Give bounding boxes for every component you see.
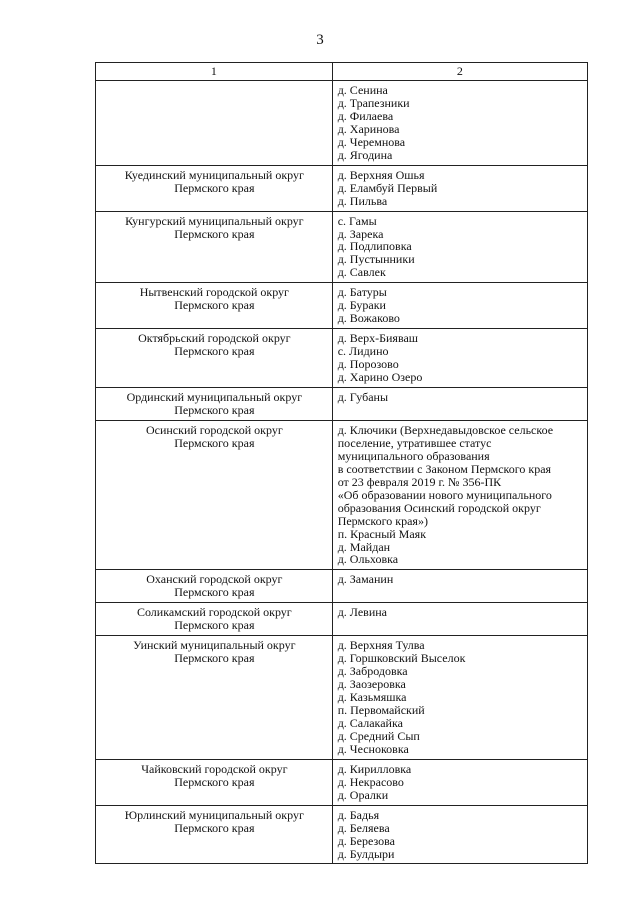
settlement-line: «Об образовании нового муниципального: [337, 487, 552, 502]
settlement-line: д. Заманин: [337, 572, 394, 587]
table-row: [96, 81, 588, 166]
table-header-row: [96, 63, 588, 81]
settlement-line: д. Оралки: [337, 787, 389, 802]
settlement-line: образования Осинский городской округ: [337, 500, 541, 515]
table-row: [96, 388, 588, 421]
district-name-line: Пермского края: [174, 435, 255, 450]
table-body: [96, 81, 588, 864]
settlement-line: д. Верх-Бияваш: [337, 331, 419, 346]
settlement-line: Пермского края»): [337, 513, 428, 528]
district-name-line: Куединский муниципальный округ: [124, 167, 304, 182]
settlements-cell: [332, 805, 587, 864]
settlement-line: д. Верхняя Тулва: [337, 638, 425, 653]
settlement-line: поселение, утратившее статус: [337, 435, 492, 450]
table-row: [96, 165, 588, 211]
table-row: [96, 759, 588, 805]
settlement-line: д. Филаева: [337, 108, 394, 123]
settlement-line: д. Трапезники: [337, 95, 410, 110]
district-name-line: Пермского края: [174, 226, 255, 241]
settlement-line: д. Верхняя Ошья: [337, 167, 425, 182]
settlement-line: д. Бадья: [337, 807, 380, 822]
settlement-line: д. Бураки: [337, 298, 386, 313]
settlement-line: от 23 февраля 2019 г. № 356-ПК: [337, 474, 502, 489]
settlement-line: д. Беляева: [337, 820, 390, 835]
district-cell: [96, 388, 333, 421]
settlement-line: д. Салакайка: [337, 715, 403, 730]
settlement-line: д. Булдыри: [337, 846, 395, 861]
district-cell: [96, 283, 333, 329]
settlement-line: д. Зарека: [337, 226, 384, 241]
settlement-line: д. Некрасово: [337, 774, 404, 789]
settlements-cell: [332, 81, 587, 166]
district-name-line: Кунгурский муниципальный округ: [125, 213, 304, 228]
settlement-line: д. Горшковский Выселок: [337, 651, 466, 666]
settlements-cell: [332, 759, 587, 805]
column-header-2: 2: [332, 63, 587, 81]
district-cell: [96, 805, 333, 864]
settlement-line: д. Ягодина: [337, 147, 393, 162]
district-cell: [96, 759, 333, 805]
district-name-line: Октябрьский городской округ: [138, 331, 291, 346]
settlement-line: с. Гамы: [337, 213, 377, 228]
settlement-line: д. Харинова: [337, 121, 400, 136]
table-row: [96, 603, 588, 636]
district-name-line: Пермского края: [174, 585, 255, 600]
table-row: [96, 211, 588, 283]
district-name-line: Пермского края: [174, 820, 255, 835]
district-name-line: Юрлинский муниципальный округ: [124, 807, 304, 822]
settlement-line: в соответствии с Законом Пермского края: [337, 461, 552, 476]
column-header-1: 1: [96, 63, 333, 81]
district-cell: [96, 570, 333, 603]
settlement-line: д. Подлиповка: [337, 239, 412, 254]
settlement-line: д. Ольховка: [337, 552, 399, 567]
table-row: [96, 329, 588, 388]
settlement-line: д. Сенина: [337, 83, 388, 97]
district-name-line: Пермского края: [174, 298, 255, 313]
settlement-line: д. Чесноковка: [337, 741, 409, 756]
district-name-line: Пермского края: [174, 774, 255, 789]
district-name-line: Нытвенский городской округ: [139, 285, 289, 300]
district-name-line: Оханский городской округ: [146, 572, 283, 587]
settlements-cell: [332, 603, 587, 636]
table-row: [96, 283, 588, 329]
district-cell: [96, 420, 333, 569]
settlements-table: [95, 62, 588, 864]
settlement-line: д. Губаны: [337, 390, 389, 405]
district-cell: [96, 81, 333, 166]
settlement-line: п. Первомайский: [337, 702, 425, 717]
settlement-line: с. Лидино: [337, 344, 389, 359]
district-name-line: Пермского края: [174, 618, 255, 633]
settlement-line: д. Вожаково: [337, 311, 400, 326]
district-name-line: Уинский муниципальный округ: [133, 638, 296, 653]
district-cell: [96, 165, 333, 211]
settlement-line: д. Заозеровка: [337, 677, 406, 692]
settlement-line: п. Красный Маяк: [337, 526, 427, 541]
table-row: [96, 420, 588, 569]
district-name-line: Пермского края: [174, 402, 255, 417]
district-cell: [96, 636, 333, 760]
district-cell: [96, 329, 333, 388]
settlement-line: д. Савлек: [337, 265, 386, 280]
settlement-line: д. Березова: [337, 833, 395, 848]
settlement-line: д. Забродовка: [337, 664, 408, 679]
settlements-cell: [332, 329, 587, 388]
district-name-line: Ординский муниципальный округ: [126, 390, 303, 405]
district-cell: [96, 603, 333, 636]
settlement-line: д. Пустынники: [337, 252, 415, 267]
district-name-line: Пермского края: [174, 180, 255, 195]
settlement-line: муниципального образования: [337, 448, 490, 463]
settlement-line: д. Порозово: [337, 357, 399, 372]
page-number: 3: [316, 32, 324, 48]
settlements-cell: [332, 420, 587, 569]
settlement-line: д. Харино Озеро: [337, 370, 423, 385]
table-row: [96, 805, 588, 864]
settlement-line: д. Черемнова: [337, 134, 406, 149]
settlements-cell: [332, 283, 587, 329]
district-cell: [96, 211, 333, 283]
district-name-line: Осинский городской округ: [145, 422, 283, 437]
settlement-line: д. Пильва: [337, 193, 388, 208]
settlement-line: д. Левина: [337, 605, 388, 620]
table-row: [96, 570, 588, 603]
settlements-cell: [332, 636, 587, 760]
district-name-line: Чайковский городской округ: [141, 761, 288, 776]
settlement-line: д. Средний Сып: [337, 728, 420, 743]
district-name-line: Пермского края: [174, 344, 255, 359]
settlements-cell: [332, 211, 587, 283]
settlement-line: д. Еламбуй Первый: [337, 180, 438, 195]
settlements-cell: [332, 165, 587, 211]
district-name-line: Пермского края: [174, 651, 255, 666]
settlements-cell: [332, 570, 587, 603]
settlement-line: д. Ключики (Верхнедавыдовское сельское: [337, 422, 554, 437]
table-row: [96, 636, 588, 760]
settlement-line: д. Батуры: [337, 285, 387, 300]
settlements-cell: [332, 388, 587, 421]
settlement-line: д. Кирилловка: [337, 761, 412, 776]
settlement-line: д. Майдан: [337, 539, 391, 554]
district-name-line: Соликамский городской округ: [136, 605, 292, 620]
settlement-line: д. Казьмяшка: [337, 690, 407, 705]
